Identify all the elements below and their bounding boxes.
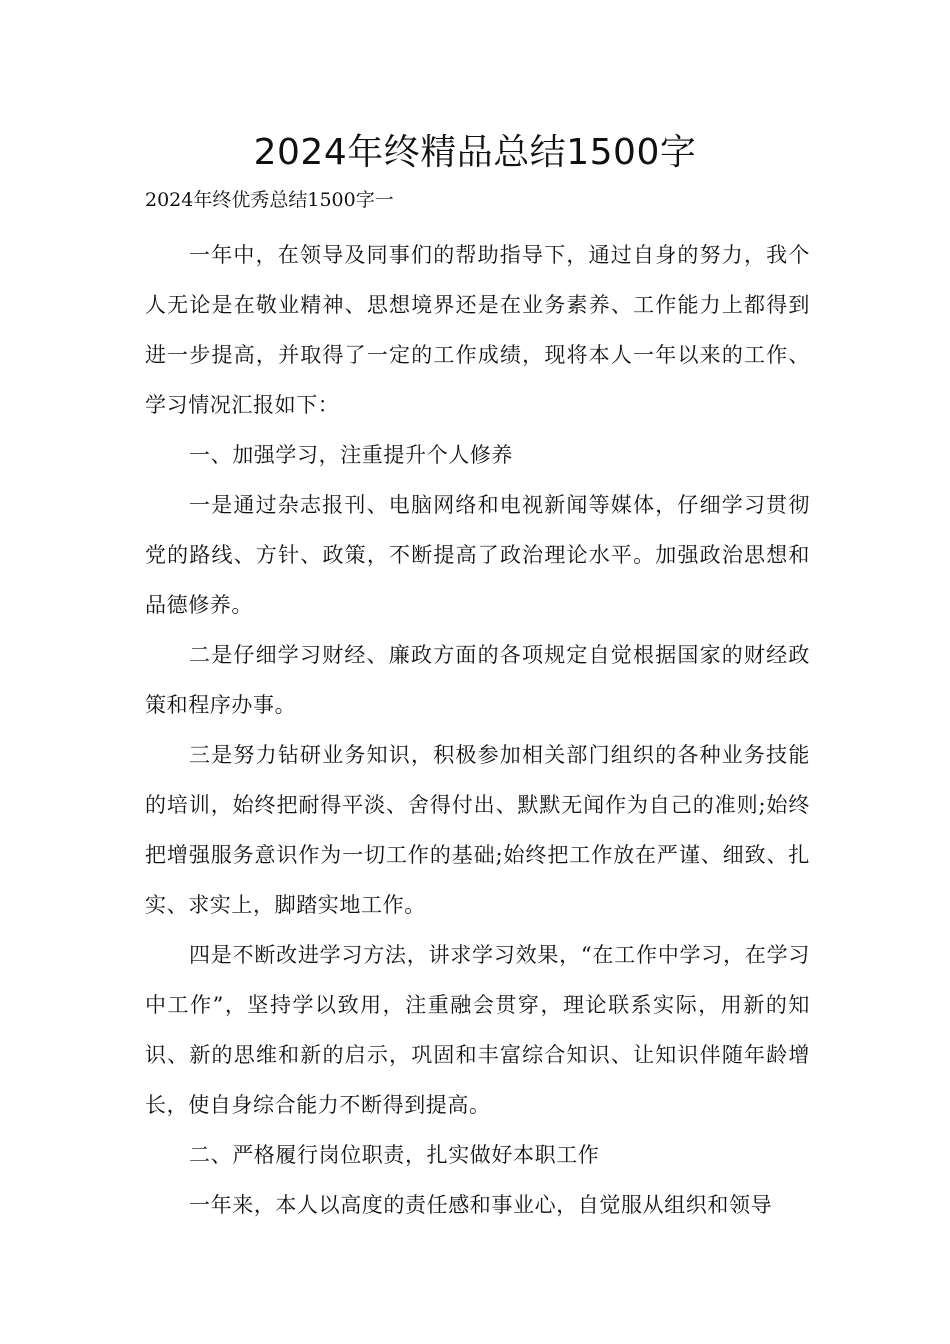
paragraph-point-3: 三是努力钻研业务知识，积极参加相关部门组织的各种业务技能的培训，始终把耐得平淡、舍得付出、默默无闻作为自己的准则;始终把增强服务意识作为一切工作的基础;始终把工作放在严谨、细致、扎实、求实上，脚踏实地工作。 — [145, 743, 810, 917]
paragraph-point-2: 二是仔细学习财经、廉政方面的各项规定自觉根据国家的财经政策和程序办事。 — [145, 643, 810, 717]
document-title: 2024年终精品总结1500字 — [253, 132, 697, 173]
paragraph-section-2-start: 一年来，本人以高度的责任感和事业心，自觉服从组织和领导 — [189, 1193, 773, 1217]
paragraph-point-1: 一是通过杂志报刊、电脑网络和电视新闻等媒体，仔细学习贯彻党的路线、方针、政策，不断提高了政治理论水平。加强政治思想和品德修养。 — [145, 493, 810, 617]
section-heading-2: 二、严格履行岗位职责，扎实做好本职工作 — [189, 1143, 600, 1167]
section-heading-1: 一、加强学习，注重提升个人修养 — [189, 443, 513, 467]
paragraph-intro: 一年中，在领导及同事们的帮助指导下，通过自身的努力，我个人无论是在敬业精神、思想境界还是在业务素养、工作能力上都得到进一步提高，并取得了一定的工作成绩，现将本人一年以来的工作、学习情况汇报如下： — [145, 243, 810, 417]
document-subtitle: 2024年终优秀总结1500字一 — [145, 189, 394, 211]
paragraph-point-4: 四是不断改进学习方法，讲求学习效果，“在工作中学习，在学习中工作”，坚持学以致用，注重融会贯穿，理论联系实际，用新的知识、新的思维和新的启示，巩固和丰富综合知识、让知识伴随年龄增长，使自身综合能力不断得到提高。 — [145, 943, 810, 1117]
document-body — [145, 230, 810, 1230]
